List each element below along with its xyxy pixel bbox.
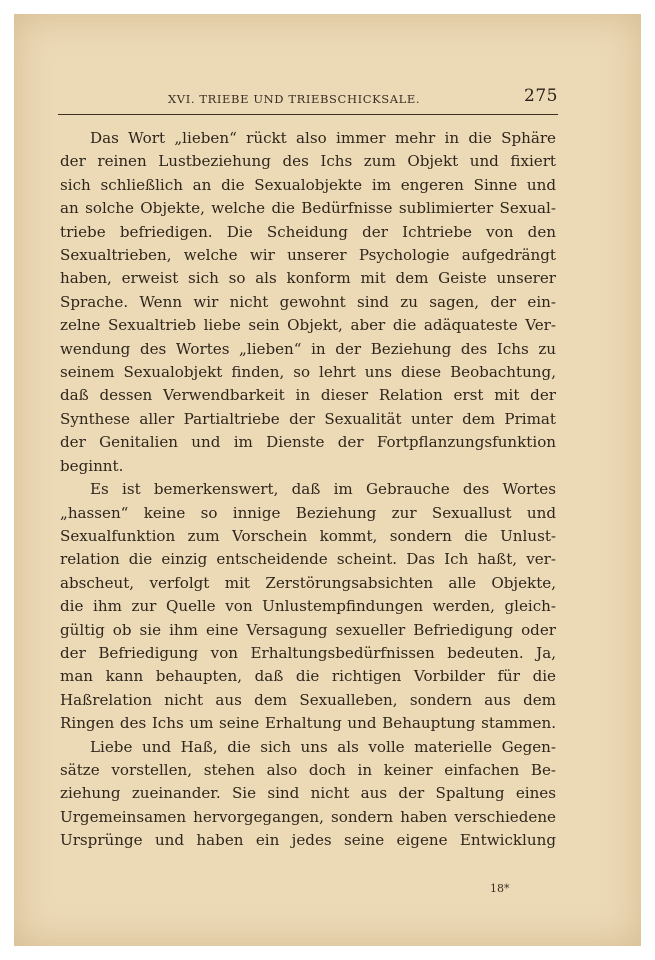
text-line: Ursprünge und haben ein jedes seine eigene Entwicklung bbox=[60, 831, 556, 850]
text-line: Sexualtrieben, welche wir unserer Psychologie aufgedrängt bbox=[60, 246, 556, 265]
text-line: gültig ob sie ihm eine Versagung sexueller Befriedigung oder bbox=[60, 620, 556, 639]
text-line: man kann behaupten, daß die richtigen Vorbilder für die bbox=[60, 667, 556, 686]
text-line: relation die einzig entscheidende scheint. Das Ich haßt, ver- bbox=[60, 550, 556, 569]
text-line: der Befriedigung von Erhaltungsbedürfnissen bedeuten. Ja, bbox=[60, 643, 556, 662]
text-line: zelne Sexualtrieb liebe sein Objekt, aber die adäquateste Ver- bbox=[60, 316, 556, 335]
text-line: der Genitalien und im Dienste der Fortpflanzungsfunktion bbox=[60, 433, 556, 452]
text-line: Liebe und Haß, die sich uns als volle materielle Gegen- bbox=[90, 737, 556, 756]
text-line: seinem Sexualobjekt finden, so lehrt uns diese Beobachtung, bbox=[60, 363, 556, 382]
text-line: wendung des Wortes „lieben“ in der Beziehung des Ichs zu bbox=[60, 339, 556, 358]
book-page bbox=[14, 14, 641, 946]
text-line: triebe befriedigen. Die Scheidung der Ichtriebe von den bbox=[60, 222, 556, 241]
page-number: 275 bbox=[524, 86, 558, 106]
text-line: Sprache. Wenn wir nicht gewohnt sind zu sagen, der ein- bbox=[60, 292, 556, 311]
paragraph-2 bbox=[60, 478, 556, 735]
text-line: daß dessen Verwendbarkeit in dieser Relation erst mit der bbox=[60, 386, 556, 405]
text-line: Haßrelation nicht aus dem Sexualleben, sondern aus dem bbox=[60, 690, 556, 709]
text-line: Urgemeinsamen hervorgegangen, sondern haben verschiedene bbox=[60, 807, 556, 826]
text-line: haben, erweist sich so als konform mit dem Geiste unserer bbox=[60, 269, 556, 288]
body-text bbox=[60, 127, 556, 853]
text-line: Es ist bemerkenswert, daß im Gebrauche des Wortes bbox=[90, 480, 556, 499]
text-line: Synthese aller Partialtriebe der Sexualität unter dem Primat bbox=[60, 409, 556, 428]
text-line: sich schließlich an die Sexualobjekte im engeren Sinne und bbox=[60, 175, 556, 194]
text-line: „hassen“ keine so innige Beziehung zur Sexuallust und bbox=[60, 503, 556, 522]
text-line: Ringen des Ichs um seine Erhaltung und Behauptung stammen. bbox=[60, 714, 556, 733]
signature-mark: 18* bbox=[490, 882, 510, 895]
text-line: an solche Objekte, welche die Bedürfnisse sublimierter Sexual- bbox=[60, 199, 556, 218]
text-line: sätze vorstellen, stehen also doch in keiner einfachen Be- bbox=[60, 760, 556, 779]
text-line: abscheut, verfolgt mit Zerstörungsabsichten alle Objekte, bbox=[60, 573, 556, 592]
paragraph-3 bbox=[60, 736, 556, 853]
text-line: Das Wort „lieben“ rückt also immer mehr in die Sphäre bbox=[90, 129, 556, 147]
text-line: ziehung zueinander. Sie sind nicht aus der Spaltung eines bbox=[60, 784, 556, 803]
text-line: die ihm zur Quelle von Unlustempfindungen werden, gleich- bbox=[60, 597, 556, 616]
text-line: beginnt. bbox=[60, 456, 124, 475]
page-header bbox=[58, 84, 558, 115]
running-head: XVI. TRIEBE UND TRIEBSCHICKSALE. bbox=[168, 92, 421, 106]
text-line: der reinen Lustbeziehung des Ichs zum Objekt und fixiert bbox=[60, 152, 556, 171]
text-line: Sexualfunktion zum Vorschein kommt, sondern die Unlust- bbox=[60, 526, 556, 545]
paragraph-1 bbox=[60, 127, 556, 478]
